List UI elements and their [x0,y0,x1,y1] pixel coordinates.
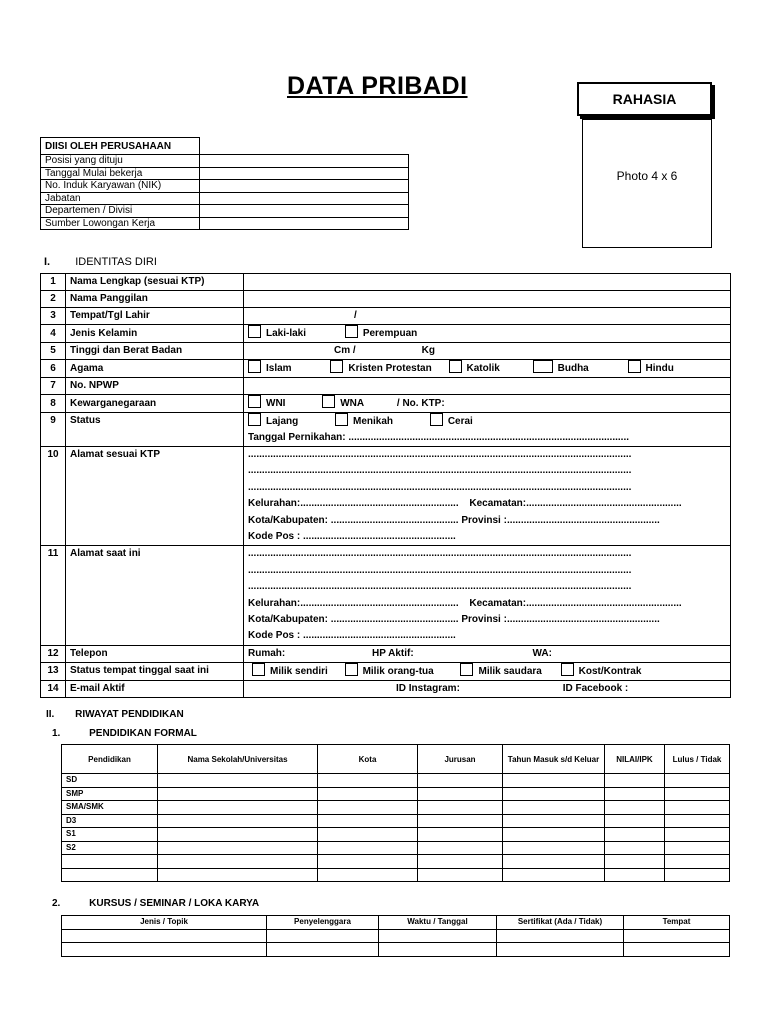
religion-option[interactable] [449,360,500,377]
field-label: Alamat sesuai KTP [66,447,244,546]
course-cell[interactable] [624,943,730,957]
education-cell[interactable] [418,774,503,788]
row-number: 11 [41,546,66,645]
table-row [41,308,731,325]
residence-option[interactable] [460,663,541,680]
education-cell[interactable] [158,801,318,815]
company-heading: DIISI OLEH PERUSAHAAN [41,138,200,155]
education-level: SMA/SMK [62,801,158,815]
field-label: Status tempat tinggal saat ini [66,662,244,680]
checkbox[interactable] [628,360,641,373]
column-header: Tempat [624,916,730,930]
page-title: DATA PRIBADI [287,72,468,100]
table-row [41,291,731,308]
column-header: Waktu / Tanggal [379,916,497,930]
city-field: Kota/Kabupaten: .............................................. [248,614,459,626]
column-header: Tahun Masuk s/d Keluar [503,745,605,774]
education-level: D3 [62,814,158,828]
table-row [62,929,730,943]
section-1-heading [44,256,157,268]
marriage-date-field[interactable]: Tanggal Pernikahan: ..................................................................................................... [248,432,630,443]
table-row [41,167,409,180]
section-title: IDENTITAS DIRI [75,256,157,268]
education-cell[interactable] [158,841,318,855]
table-row [41,274,731,291]
height-weight-input[interactable] [244,343,731,360]
education-cell[interactable] [665,841,730,855]
education-level: S1 [62,828,158,842]
checkbox[interactable] [335,413,348,426]
residence-option[interactable] [252,663,328,680]
education-cell[interactable] [418,814,503,828]
table-header-row [62,745,730,774]
checkbox[interactable] [345,663,358,676]
photo-box [582,119,712,248]
subsection-title: KURSUS / SEMINAR / LOKA KARYA [89,898,260,909]
confidential-label: RAHASIA [577,82,712,116]
education-cell[interactable] [318,801,418,815]
education-cell[interactable] [418,868,503,882]
residence-options [244,662,731,680]
row-number: 5 [41,343,66,360]
course-cell[interactable] [497,943,624,957]
row-number: 7 [41,378,66,395]
option-label: Lajang [266,416,299,427]
column-header: Penyelenggara [267,916,379,930]
ktp-label: / No. KTP: [396,398,445,409]
npwp-input[interactable] [244,378,731,395]
option-label: Kost/Kontrak [578,665,642,677]
nationality-option[interactable] [248,395,285,412]
column-header: NILAI/IPK [605,745,665,774]
column-header: Nama Sekolah/Universitas [158,745,318,774]
religion-option[interactable] [248,360,292,377]
education-cell[interactable] [605,828,665,842]
table-row [41,192,409,205]
section-numeral: I. [44,256,51,268]
address-line: .......................................................................................................................................... [248,465,632,477]
education-cell[interactable] [318,774,418,788]
course-cell[interactable] [267,943,379,957]
option-label: Hindu [645,363,674,374]
education-cell[interactable] [318,828,418,842]
company-row-label: Sumber Lowongan Kerja [41,217,200,230]
table-row [41,217,409,230]
education-cell[interactable] [503,774,605,788]
education-cell[interactable] [665,814,730,828]
education-cell[interactable] [318,814,418,828]
gender-option[interactable] [248,325,306,342]
courses-table [61,915,730,957]
education-cell[interactable] [605,855,665,869]
nickname-input[interactable] [244,291,731,308]
course-cell[interactable] [62,929,267,943]
unit-label: Kg [421,345,436,356]
field-label: Agama [66,360,244,378]
status-option[interactable] [335,413,393,430]
education-cell[interactable] [318,787,418,801]
row-number: 1 [41,274,66,291]
instagram-label: ID Instagram: [396,682,460,694]
education-cell[interactable] [665,855,730,869]
company-row-value[interactable] [200,155,409,168]
subsection-title: PENDIDIKAN FORMAL [89,728,197,739]
course-cell[interactable] [379,929,497,943]
table-row [62,868,730,882]
kecamatan-field: Kecamatan:........................................................ [469,498,682,510]
table-row [62,943,730,957]
education-cell[interactable] [418,841,503,855]
separator-slash: / [354,310,357,321]
education-cell[interactable] [503,855,605,869]
table-row [41,325,731,343]
table-row [41,360,731,378]
education-cell[interactable] [318,841,418,855]
checkbox[interactable] [322,395,335,408]
checkbox[interactable] [248,360,261,373]
checkbox[interactable] [345,325,358,338]
education-cell[interactable] [605,774,665,788]
company-row-label: Posisi yang dituju [41,155,200,168]
kelurahan-field: Kelurahan:......................................................... [248,498,459,510]
checkbox[interactable] [248,413,261,426]
home-phone-label: Rumah: [248,647,286,659]
whatsapp-label: WA: [532,647,552,659]
field-label: Nama Lengkap (sesuai KTP) [66,274,244,291]
gender-options [244,325,731,343]
company-row-value[interactable] [200,167,409,180]
checkbox[interactable] [252,663,265,676]
table-header-row [62,916,730,930]
postal-code-field: Kode Pos : ....................................................... [248,630,456,642]
table-row [41,662,731,680]
nationality-options [244,395,731,413]
address-line: .......................................................................................................................................... [248,564,632,576]
education-cell[interactable] [665,787,730,801]
checkbox[interactable] [430,413,443,426]
option-label: Milik sendiri [270,665,328,677]
subsection-numeral: 1. [52,728,61,739]
field-label: Alamat saat ini [66,546,244,645]
company-row-value[interactable] [200,217,409,230]
facebook-label: ID Facebook : [562,682,629,694]
field-label: Kewarganegaraan [66,395,244,413]
city-field: Kota/Kabupaten: .............................................. [248,514,459,526]
checkbox[interactable] [248,325,261,338]
course-cell[interactable] [267,929,379,943]
photo-label: Photo 4 x 6 [616,169,678,183]
table-row [41,645,731,662]
education-cell[interactable] [503,868,605,882]
mobile-phone-label: HP Aktif: [372,647,414,659]
row-number: 4 [41,325,66,343]
option-label: Laki-laki [266,328,307,339]
row-number: 8 [41,395,66,413]
education-cell[interactable] [158,868,318,882]
nationality-option[interactable] [322,395,364,412]
education-level: SMP [62,787,158,801]
birth-place-date-input[interactable] [244,308,731,325]
education-cell[interactable] [503,841,605,855]
gender-option[interactable] [345,325,417,342]
education-cell[interactable] [605,814,665,828]
education-cell[interactable] [318,855,418,869]
option-label: Perempuan [362,328,418,339]
address-line: .......................................................................................................................................... [248,548,632,560]
field-label: No. NPWP [66,378,244,395]
option-label: WNI [266,398,286,409]
table-row [62,814,730,828]
company-table [40,137,409,230]
column-header: Sertifikat (Ada / Tidak) [497,916,624,930]
section-title: RIWAYAT PENDIDIKAN [75,709,184,720]
course-cell[interactable] [624,929,730,943]
status-option[interactable] [248,413,298,430]
row-number: 13 [41,662,66,680]
row-number: 9 [41,413,66,447]
table-row [41,413,731,447]
education-cell[interactable] [418,787,503,801]
education-level: S2 [62,841,158,855]
table-row [41,680,731,697]
ktp-address-input[interactable] [244,447,731,546]
option-label: Menikah [353,416,394,427]
postal-code-field: Kode Pos : ....................................................... [248,531,456,543]
education-cell[interactable] [318,868,418,882]
company-row-label: Tanggal Mulai bekerja [41,167,200,180]
unit-label: Cm / [334,345,356,356]
table-row [41,378,731,395]
religion-option[interactable] [533,360,589,377]
table-row [62,774,730,788]
checkbox[interactable] [248,395,261,408]
company-row-label: Departemen / Divisi [41,205,200,218]
table-row [41,343,731,360]
table-row [62,828,730,842]
course-cell[interactable] [497,929,624,943]
education-cell[interactable] [503,787,605,801]
checkbox[interactable] [561,663,574,676]
education-cell[interactable] [665,868,730,882]
option-label: Katolik [466,363,500,374]
row-number: 10 [41,447,66,546]
address-line: .......................................................................................................................................... [248,481,632,493]
field-label: Tempat/Tgl Lahir [66,308,244,325]
option-label: Cerai [447,416,473,427]
education-level [62,868,158,882]
education-cell[interactable] [605,868,665,882]
education-cell[interactable] [418,801,503,815]
column-header: Jenis / Topik [62,916,267,930]
education-cell[interactable] [158,787,318,801]
table-row [62,841,730,855]
education-cell[interactable] [503,828,605,842]
section-2-heading [46,709,184,720]
option-label: Milik saudara [478,665,542,677]
marital-status-cell [244,413,731,447]
education-cell[interactable] [158,855,318,869]
field-label: Status [66,413,244,447]
identity-table [40,273,731,698]
education-cell[interactable] [158,828,318,842]
education-cell[interactable] [418,828,503,842]
company-row-value[interactable] [200,205,409,218]
option-label: Budha [557,363,589,374]
address-line: .......................................................................................................................................... [248,449,632,460]
row-number: 2 [41,291,66,308]
education-cell[interactable] [158,774,318,788]
column-header: Lulus / Tidak [665,745,730,774]
religion-option[interactable] [330,360,431,377]
current-address-input[interactable] [244,546,731,645]
field-label: Jenis Kelamin [66,325,244,343]
row-number: 6 [41,360,66,378]
table-row [41,155,409,168]
residence-option[interactable] [561,663,642,680]
table-row [41,138,409,155]
education-rows [62,774,730,882]
option-label: Islam [266,363,292,374]
table-row [41,395,731,413]
column-header: Pendidikan [62,745,158,774]
education-cell[interactable] [418,855,503,869]
province-field: Provinsi :....................................................... [461,614,660,626]
row-number: 3 [41,308,66,325]
education-level: SD [62,774,158,788]
full-name-input[interactable] [244,274,731,291]
education-level [62,855,158,869]
courses-heading [52,898,259,909]
section-numeral: II. [46,709,55,720]
table-row [41,205,409,218]
checkbox[interactable] [330,360,343,373]
checkbox[interactable] [460,663,473,676]
education-cell[interactable] [665,828,730,842]
kecamatan-field: Kecamatan:........................................................ [469,597,682,609]
field-label: E-mail Aktif [66,680,244,697]
education-cell[interactable] [665,801,730,815]
formal-education-heading [52,728,197,739]
company-row-value[interactable] [200,192,409,205]
religion-option[interactable] [628,360,674,377]
education-table [61,744,730,882]
field-label: Telepon [66,645,244,662]
checkbox[interactable] [533,360,553,373]
education-cell[interactable] [158,814,318,828]
company-row-label: No. Induk Karyawan (NIK) [41,180,200,193]
option-label: WNA [340,398,365,409]
kelurahan-field: Kelurahan:......................................................... [248,597,459,609]
address-line: .......................................................................................................................................... [248,581,632,593]
field-label: Tinggi dan Berat Badan [66,343,244,360]
residence-option[interactable] [345,663,434,680]
education-cell[interactable] [665,774,730,788]
status-option[interactable] [430,413,473,430]
option-label: Milik orang-tua [362,665,434,677]
table-row [62,787,730,801]
education-cell[interactable] [503,814,605,828]
option-label: Kristen Protestan [348,363,432,374]
education-cell[interactable] [605,787,665,801]
row-number: 14 [41,680,66,697]
column-header: Kota [318,745,418,774]
column-header: Jurusan [418,745,503,774]
table-row [62,801,730,815]
province-field: Provinsi :....................................................... [461,514,660,526]
phone-fields[interactable] [244,645,731,662]
table-row [41,447,731,546]
company-row-value[interactable] [200,180,409,193]
table-row [41,546,731,645]
course-cell[interactable] [379,943,497,957]
subsection-numeral: 2. [52,898,61,909]
course-cell[interactable] [62,943,267,957]
company-row-label: Jabatan [41,192,200,205]
education-cell[interactable] [605,801,665,815]
row-number: 12 [41,645,66,662]
table-row [62,855,730,869]
email-social-fields[interactable] [244,680,731,697]
education-cell[interactable] [503,801,605,815]
religion-options [244,360,731,378]
table-row [41,180,409,193]
checkbox[interactable] [449,360,462,373]
education-cell[interactable] [605,841,665,855]
field-label: Nama Panggilan [66,291,244,308]
